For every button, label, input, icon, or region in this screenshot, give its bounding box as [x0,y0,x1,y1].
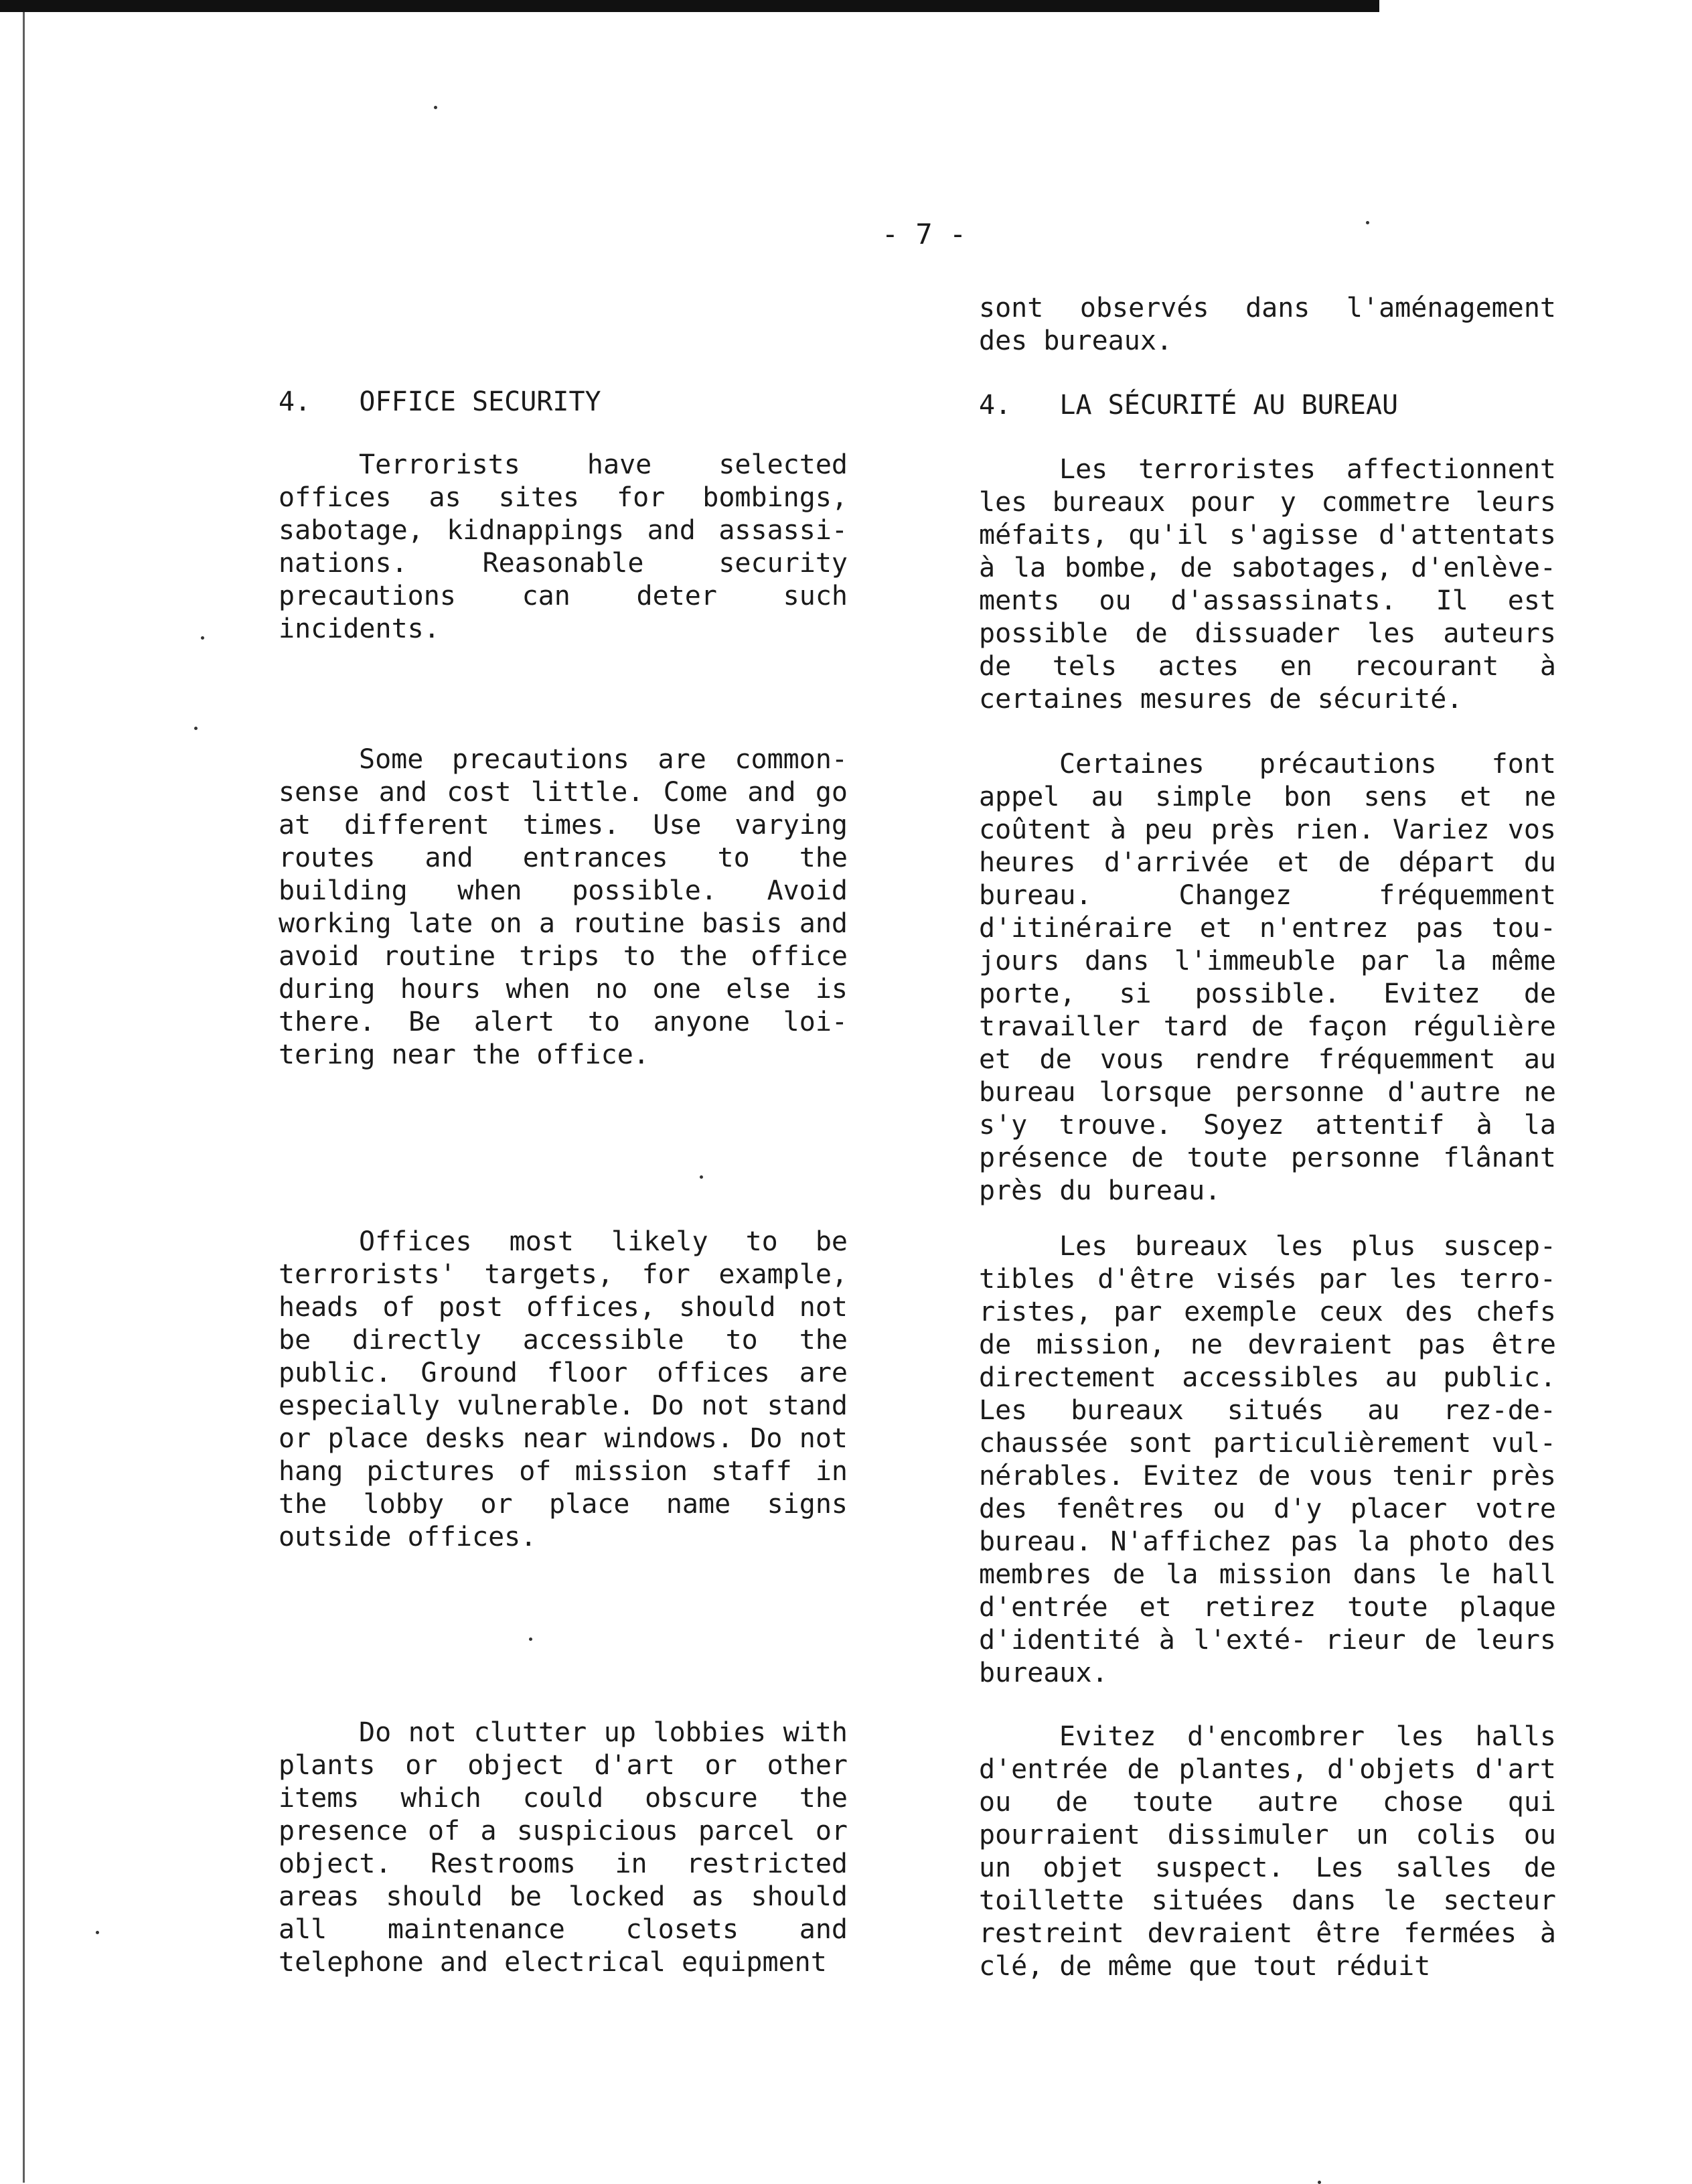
paragraph-french-3: Les bureaux les plus suscep- tibles d'être visés par les terro- ristes, par exemple ceux des chefs de mission, ne devraient pas être directement accessibles au public. Les bureaux situés au rez-de- chaussée sont particulièrement vul- nérables. Evitez de vous tenir près des fenêtres ou d'y placer votre bureau. N'affichez pas la photo des membres de la mission dans le hall d'entrée et retirez toute plaque d'identité à l'exté- rieur de leurs bureaux. [979,1231,1556,1688]
section-heading-french: 4. LA SÉCURITÉ AU BUREAU [979,390,1399,421]
scan-left-edge [23,12,25,2183]
paragraph-english-1: Terrorists have selected offices as sites for bombings, sabotage, kidnappings and assassi- nations. Reasonable security precautions can deter such incidents. [279,449,848,644]
paragraph-french-4: Evitez d'encombrer les halls d'entrée de plantes, d'objets d'art ou de toute autre chose qui pourraient dissimuler un colis ou un objet suspect. Les salles de toillette situées dans le secteur restreint devraient être fermées à clé, de même que tout réduit [979,1721,1556,1982]
scan-speck [201,636,204,640]
scan-speck [194,727,198,730]
section-heading-english: 4. OFFICE SECURITY [279,386,601,417]
paragraph-english-2: Some precautions are common- sense and cost little. Come and go at different times. Use varying routes and entrances to the building when possible. Avoid working late on a routine basis and avoid routine trips to the office during hours when no one else is there. Be alert to anyone loi- tering near the office. [279,744,848,1070]
scan-speck [434,106,437,109]
paragraph-french-1: Les terroristes affectionnent les bureaux pour y commetre leurs méfaits, qu'il s'agisse d'attentats à la bombe, de sabotages, d'enlève- ments ou d'assassinats. Il est possible de dissuader les auteurs de tels actes en recourant à certaines mesures de sécurité. [979,454,1556,715]
paragraph-french-2: Certaines précautions font appel au simple bon sens et ne coûtent à peu près rien. Variez vos heures d'arrivée et de départ du bureau. Changez fréquemment d'itinéraire et n'entrez pas tou- jours dans l'immeuble par la même porte, si possible. Evitez de travailler tard de façon régulière et de vous rendre fréquemment au bureau lorsque personne d'autre ne s'y trouve. Soyez attentif à la présence de toute personne flânant près du bureau. [979,749,1556,1206]
scan-speck [700,1175,703,1179]
page-number: - 7 - [881,218,967,250]
continuation-text-french: sont observés dans l'aménagement des bureaux. [979,293,1556,356]
scan-top-border [0,0,1379,12]
paragraph-english-3: Offices most likely to be terrorists' targets, for example, heads of post offices, should not be directly accessible to the public. Ground floor offices are especially vulnerable. Do not stand or place desks near windows. Do not hang pictures of mission staff in the lobby or place name signs outside offices. [279,1226,848,1552]
paragraph-english-4: Do not clutter up lobbies with plants or object d'art or other items which could obscure the presence of a suspicious parcel or object. Restrooms in restricted areas should be locked as should all maintenance closets and telephone and electrical equipment [279,1717,848,1978]
scan-speck [529,1637,532,1641]
scan-speck [96,1931,99,1934]
scan-speck [1366,221,1369,224]
